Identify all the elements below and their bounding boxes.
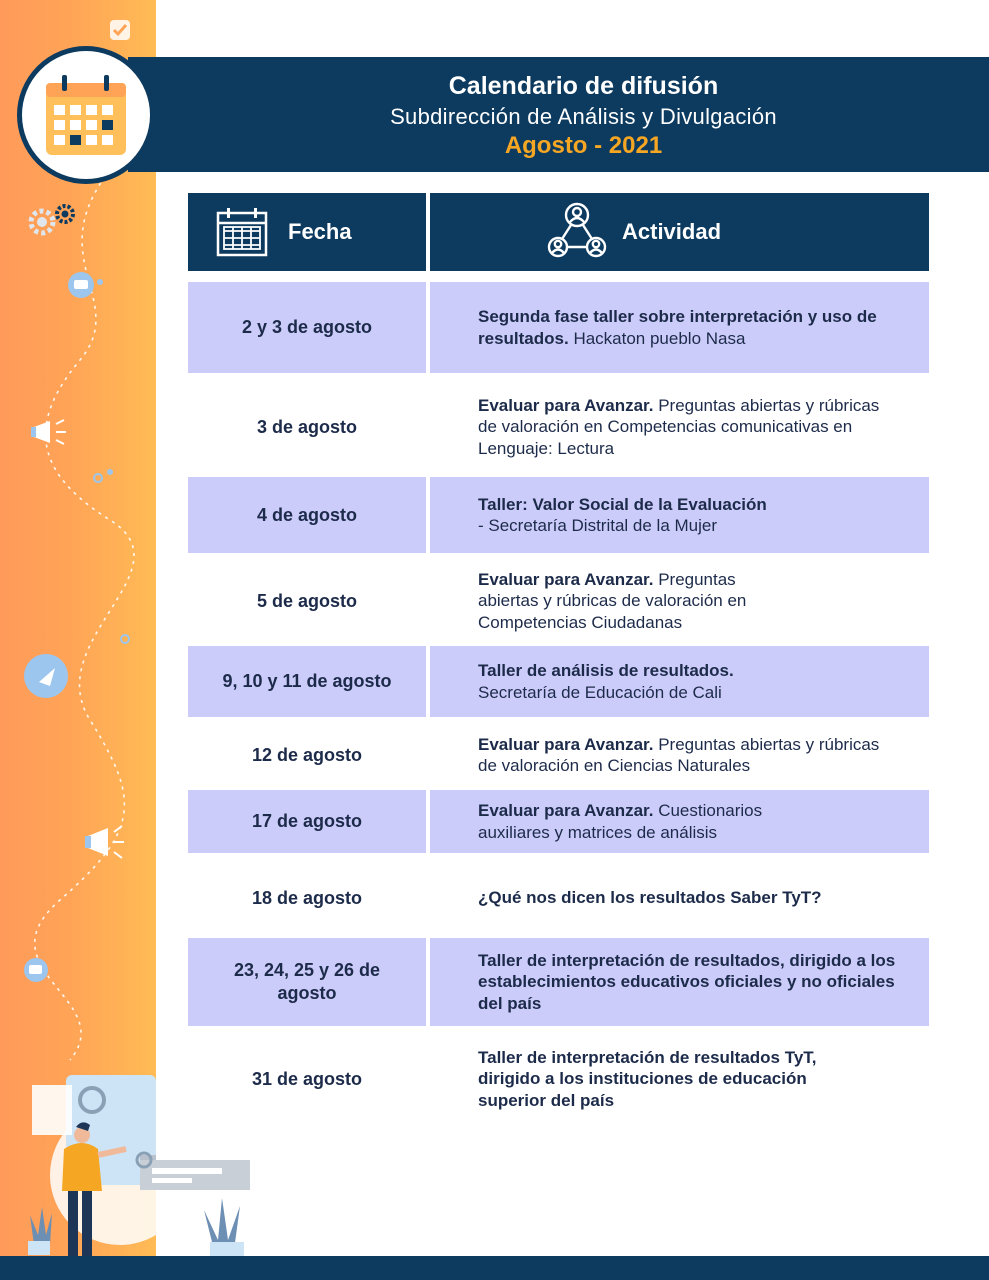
- calendar-badge: [17, 46, 155, 184]
- date-cell: [188, 477, 426, 553]
- date-cell: [188, 866, 426, 930]
- page-title: Calendario de difusión: [448, 72, 719, 100]
- column-header-date-label: Fecha: [288, 219, 352, 244]
- people-network-icon: [546, 201, 608, 263]
- check-icon: [108, 18, 132, 42]
- table-calendar-icon: [216, 207, 268, 257]
- date-cell: [188, 790, 426, 853]
- date-cell: [188, 1036, 426, 1122]
- play-icon: [22, 652, 70, 700]
- date-text: 23, 24, 25 y 26 de agosto: [233, 960, 381, 1003]
- activity-cell: [430, 477, 929, 553]
- chat-icon: [66, 270, 106, 300]
- activity-text: Evaluar para Avanzar. Preguntas abiertas y rúbricas de valoración en Competencias comunicativas en Lenguaje: Lectura: [478, 395, 880, 458]
- side-decoration: [0, 0, 156, 1280]
- table-row: [188, 646, 929, 717]
- date-text: 5 de agosto: [256, 590, 358, 611]
- date-cell: [188, 938, 426, 1026]
- megaphone-icon: [28, 412, 78, 452]
- date-cell: [188, 384, 426, 470]
- date-cell: [188, 646, 426, 717]
- date-text: 17 de agosto: [251, 811, 363, 831]
- column-header-activity-label: Actividad: [622, 219, 722, 244]
- table-row: [188, 477, 929, 553]
- activity-text: Taller de interpretación de resultados TyT, dirigido a los instituciones de educación superior del país: [478, 1047, 817, 1110]
- table-row: [188, 282, 929, 373]
- dots-decoration: [118, 632, 132, 646]
- activity-cell: [430, 282, 929, 373]
- activity-cell: [430, 938, 929, 1026]
- activity-cell: [430, 866, 929, 930]
- activity-cell: [430, 724, 929, 786]
- activity-cell: [430, 790, 929, 853]
- table-row: [188, 1036, 929, 1122]
- chat-icon: [22, 956, 56, 986]
- calendar-icon: [42, 73, 130, 159]
- date-cell: [188, 561, 426, 641]
- date-cell: [188, 282, 426, 373]
- table-row: [188, 384, 929, 470]
- date-text: 18 de agosto: [251, 887, 363, 908]
- date-text: 12 de agosto: [251, 744, 363, 765]
- table-row: [188, 561, 929, 641]
- footer-bar: [0, 1256, 989, 1280]
- column-header-date: [188, 193, 426, 271]
- activity-cell: [430, 561, 929, 641]
- column-header-activity: [430, 193, 929, 271]
- dots-decoration: [90, 466, 120, 486]
- date-text: 3 de agosto: [256, 416, 358, 437]
- activity-cell: [430, 646, 929, 717]
- activity-text: Taller de análisis de resultados. Secretaría de Educación de Cali: [478, 661, 734, 702]
- table-row: [188, 866, 929, 930]
- date-text: 31 de agosto: [251, 1068, 363, 1089]
- activity-text: ¿Qué nos dicen los resultados Saber TyT?: [478, 888, 822, 908]
- activity-text: Taller: Valor Social de la Evaluación - Secretaría Distrital de la Mujer: [478, 494, 767, 535]
- date-text: 2 y 3 de agosto: [241, 317, 373, 337]
- date-cell: [188, 724, 426, 786]
- date-text: 9, 10 y 11 de agosto: [222, 671, 392, 691]
- activity-cell: [430, 384, 929, 470]
- date-text: 4 de agosto: [256, 504, 358, 525]
- activity-text: Evaluar para Avanzar. Cuestionarios auxiliares y matrices de análisis: [478, 801, 763, 842]
- activity-text: Segunda fase taller sobre interpretación y uso de resultados. Hackaton pueblo Nasa: [478, 307, 877, 348]
- table-row: [188, 724, 929, 786]
- table-row: [188, 938, 929, 1026]
- activity-text: Taller de interpretación de resultados, dirigido a los establecimientos educativos oficiales y no oficiales del país: [478, 950, 896, 1013]
- activity-text: Evaluar para Avanzar. Preguntas abiertas y rúbricas de valoración en Competencias Ciudadanas: [478, 569, 747, 632]
- activity-cell: [430, 1036, 929, 1122]
- desk-illustration: [130, 1150, 260, 1260]
- period-label: Agosto - 2021: [504, 132, 663, 159]
- gear-icon: [27, 200, 83, 240]
- activity-text: Evaluar para Avanzar. Preguntas abiertas y rúbricas de valoración en Ciencias Naturales: [478, 734, 880, 775]
- table-row: [188, 790, 929, 853]
- megaphone-icon: [82, 818, 132, 864]
- header-banner: [128, 57, 989, 172]
- page-subtitle: Subdirección de Análisis y Divulgación: [390, 104, 777, 129]
